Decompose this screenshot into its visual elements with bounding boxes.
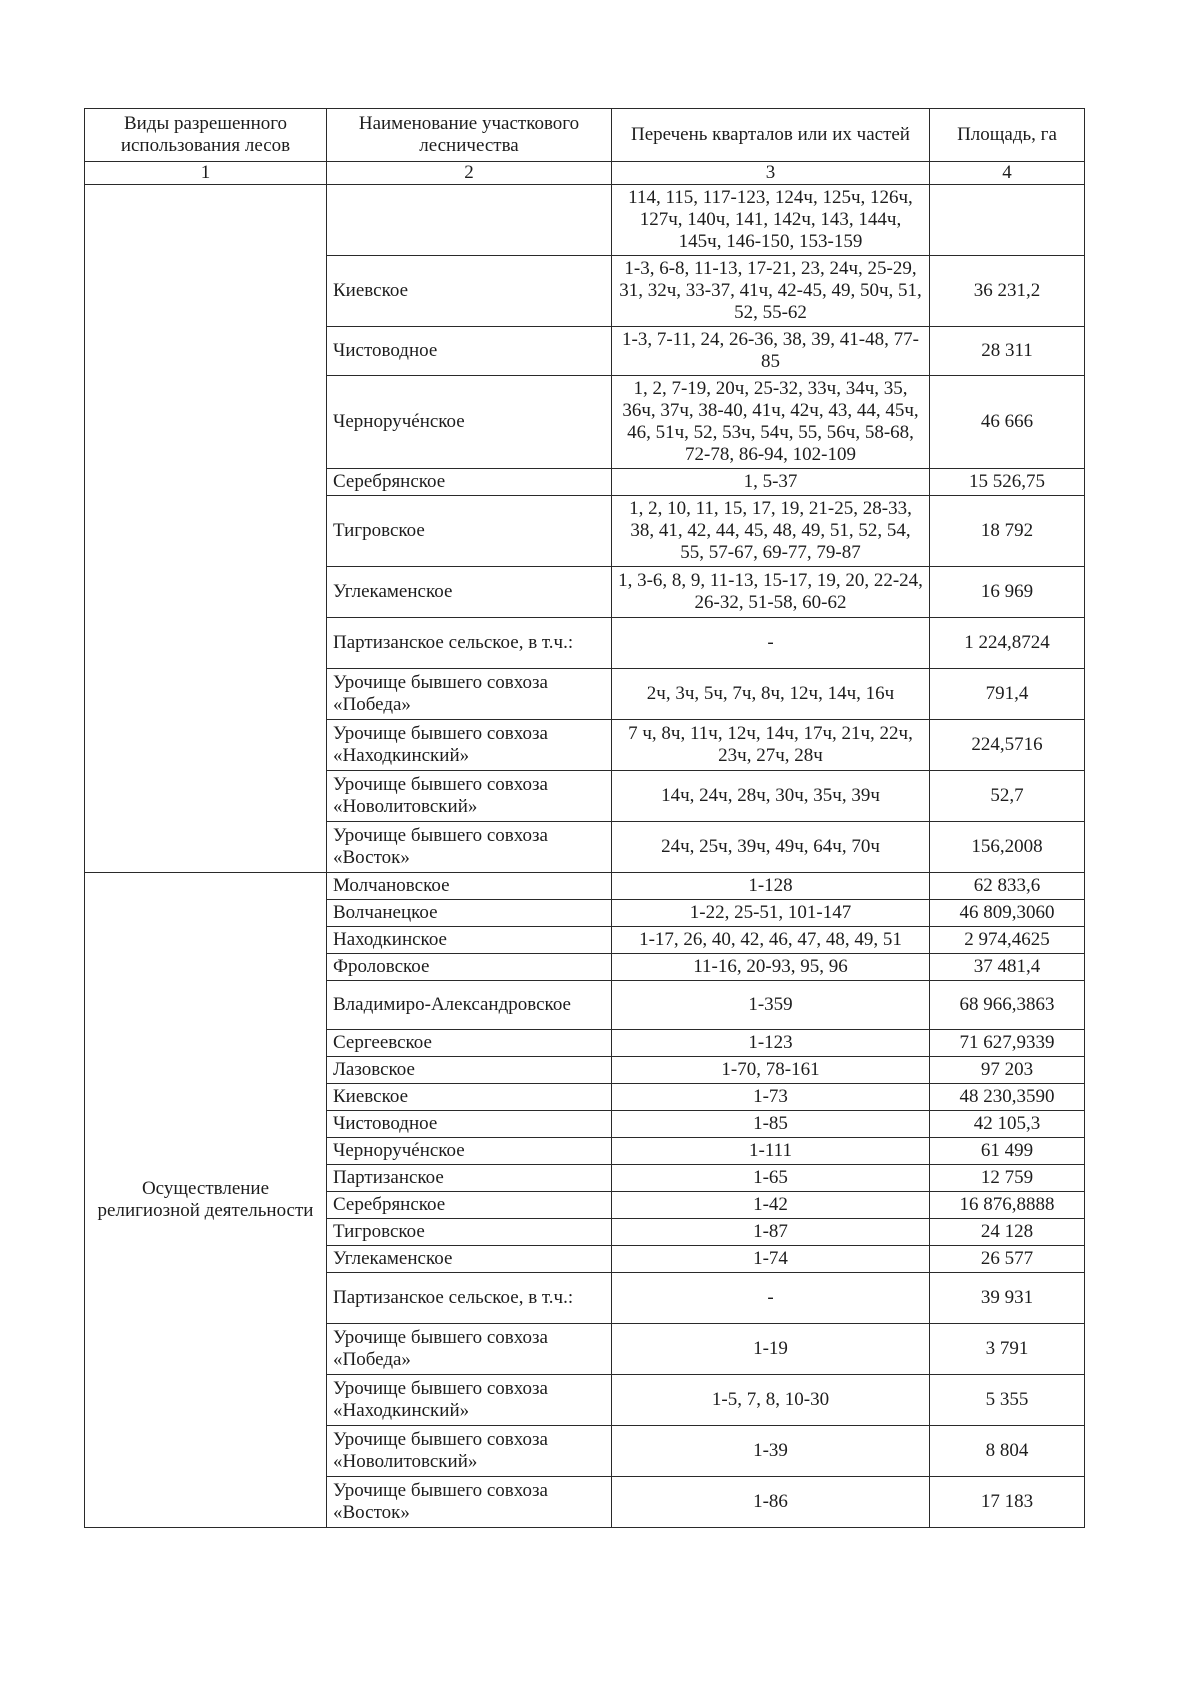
header-cell-forestry: Наименование участкового лесничества <box>327 109 612 162</box>
area-cell: 16 876,8888 <box>930 1192 1085 1219</box>
area-cell: 791,4 <box>930 669 1085 720</box>
forest-use-table <box>84 108 1085 1528</box>
quarters-cell: 1-87 <box>612 1219 930 1246</box>
area-cell: 24 128 <box>930 1219 1085 1246</box>
forestry-name-cell: Партизанское сельское, в т.ч.: <box>327 1273 612 1324</box>
forestry-name-cell <box>327 185 612 256</box>
area-cell: 39 931 <box>930 1273 1085 1324</box>
quarters-cell: 1-22, 25-51, 101-147 <box>612 900 930 927</box>
forestry-name-cell: Черноручéнское <box>327 376 612 469</box>
area-cell: 37 481,4 <box>930 954 1085 981</box>
area-cell: 8 804 <box>930 1426 1085 1477</box>
area-cell: 52,7 <box>930 771 1085 822</box>
area-cell: 18 792 <box>930 496 1085 567</box>
forestry-name-cell: Урочище бывшего совхоза «Победа» <box>327 1324 612 1375</box>
area-cell: 97 203 <box>930 1057 1085 1084</box>
area-cell: 62 833,6 <box>930 873 1085 900</box>
quarters-cell: 1-17, 26, 40, 42, 46, 47, 48, 49, 51 <box>612 927 930 954</box>
forestry-name-cell: Партизанское <box>327 1165 612 1192</box>
area-cell: 26 577 <box>930 1246 1085 1273</box>
forestry-name-cell: Урочище бывшего совхоза «Восток» <box>327 1477 612 1528</box>
area-cell: 15 526,75 <box>930 469 1085 496</box>
quarters-cell: 11-16, 20-93, 95, 96 <box>612 954 930 981</box>
forestry-name-cell: Серебрянское <box>327 469 612 496</box>
quarters-cell: 114, 115, 117-123, 124ч, 125ч, 126ч, 127ч, 140ч, 141, 142ч, 143, 144ч, 145ч, 146-150, 153-159 <box>612 185 930 256</box>
quarters-cell: 1-73 <box>612 1084 930 1111</box>
forestry-name-cell: Лазовское <box>327 1057 612 1084</box>
forestry-name-cell: Киевское <box>327 1084 612 1111</box>
quarters-cell: 1-39 <box>612 1426 930 1477</box>
forestry-name-cell: Урочище бывшего совхоза «Новолитовский» <box>327 771 612 822</box>
quarters-cell: 1-3, 6-8, 11-13, 17-21, 23, 24ч, 25-29, 31, 32ч, 33-37, 41ч, 42-45, 49, 50ч, 51, 52, 55-62 <box>612 256 930 327</box>
area-cell: 42 105,3 <box>930 1111 1085 1138</box>
area-cell: 3 791 <box>930 1324 1085 1375</box>
quarters-cell: 1, 5-37 <box>612 469 930 496</box>
quarters-cell: - <box>612 1273 930 1324</box>
quarters-cell: 1-65 <box>612 1165 930 1192</box>
area-cell: 2 974,4625 <box>930 927 1085 954</box>
use-kind-cell <box>85 185 327 873</box>
quarters-cell: 1-128 <box>612 873 930 900</box>
forestry-name-cell: Волчанецкое <box>327 900 612 927</box>
column-number: 4 <box>930 162 1085 185</box>
forestry-name-cell: Молчановское <box>327 873 612 900</box>
quarters-cell: 1-111 <box>612 1138 930 1165</box>
area-cell: 46 666 <box>930 376 1085 469</box>
quarters-cell: 1-74 <box>612 1246 930 1273</box>
area-cell: 36 231,2 <box>930 256 1085 327</box>
column-number-row <box>85 162 1085 185</box>
table-row <box>85 185 1085 256</box>
area-cell <box>930 185 1085 256</box>
area-cell: 61 499 <box>930 1138 1085 1165</box>
quarters-cell: 1, 2, 7-19, 20ч, 25-32, 33ч, 34ч, 35, 36ч, 37ч, 38-40, 41ч, 42ч, 43, 44, 45ч, 46, 51ч, 52, 53ч, 54ч, 55, 56ч, 58-68, 72-78, 86-94, 102-109 <box>612 376 930 469</box>
area-cell: 224,5716 <box>930 720 1085 771</box>
area-cell: 71 627,9339 <box>930 1030 1085 1057</box>
quarters-cell: 1-85 <box>612 1111 930 1138</box>
quarters-cell: 1, 3-6, 8, 9, 11-13, 15-17, 19, 20, 22-24, 26-32, 51-58, 60-62 <box>612 567 930 618</box>
quarters-cell: 1-70, 78-161 <box>612 1057 930 1084</box>
column-number: 1 <box>85 162 327 185</box>
forestry-name-cell: Находкинское <box>327 927 612 954</box>
quarters-cell: 7 ч, 8ч, 11ч, 12ч, 14ч, 17ч, 21ч, 22ч, 23ч, 27ч, 28ч <box>612 720 930 771</box>
forestry-name-cell: Урочище бывшего совхоза «Находкинский» <box>327 1375 612 1426</box>
quarters-cell: 1-123 <box>612 1030 930 1057</box>
quarters-cell: 1-359 <box>612 981 930 1030</box>
area-cell: 68 966,3863 <box>930 981 1085 1030</box>
area-cell: 156,2008 <box>930 822 1085 873</box>
forestry-name-cell: Владимиро-Александровское <box>327 981 612 1030</box>
forestry-name-cell: Сергеевское <box>327 1030 612 1057</box>
area-cell: 12 759 <box>930 1165 1085 1192</box>
table-row <box>85 873 1085 900</box>
header-row <box>85 109 1085 162</box>
forestry-name-cell: Чистоводное <box>327 1111 612 1138</box>
area-cell: 1 224,8724 <box>930 618 1085 669</box>
area-cell: 48 230,3590 <box>930 1084 1085 1111</box>
quarters-cell: - <box>612 618 930 669</box>
forestry-name-cell: Урочище бывшего совхоза «Находкинский» <box>327 720 612 771</box>
quarters-cell: 1, 2, 10, 11, 15, 17, 19, 21-25, 28-33, 38, 41, 42, 44, 45, 48, 49, 51, 52, 54, 55, 57-67, 69-77, 79-87 <box>612 496 930 567</box>
quarters-cell: 1-3, 7-11, 24, 26-36, 38, 39, 41-48, 77-85 <box>612 327 930 376</box>
area-cell: 17 183 <box>930 1477 1085 1528</box>
forestry-name-cell: Урочище бывшего совхоза «Победа» <box>327 669 612 720</box>
header-cell-kind: Виды разрешенного использования лесов <box>85 109 327 162</box>
column-number: 3 <box>612 162 930 185</box>
use-kind-cell: Осуществление религиозной деятельности <box>85 873 327 1528</box>
forestry-name-cell: Черноручéнское <box>327 1138 612 1165</box>
forestry-name-cell: Тигровское <box>327 496 612 567</box>
area-cell: 28 311 <box>930 327 1085 376</box>
forestry-name-cell: Урочище бывшего совхоза «Новолитовский» <box>327 1426 612 1477</box>
column-number: 2 <box>327 162 612 185</box>
quarters-cell: 24ч, 25ч, 39ч, 49ч, 64ч, 70ч <box>612 822 930 873</box>
forestry-name-cell: Углекаменское <box>327 1246 612 1273</box>
quarters-cell: 1-86 <box>612 1477 930 1528</box>
quarters-cell: 14ч, 24ч, 28ч, 30ч, 35ч, 39ч <box>612 771 930 822</box>
forestry-name-cell: Партизанское сельское, в т.ч.: <box>327 618 612 669</box>
quarters-cell: 2ч, 3ч, 5ч, 7ч, 8ч, 12ч, 14ч, 16ч <box>612 669 930 720</box>
forestry-name-cell: Киевское <box>327 256 612 327</box>
quarters-cell: 1-5, 7, 8, 10-30 <box>612 1375 930 1426</box>
area-cell: 16 969 <box>930 567 1085 618</box>
quarters-cell: 1-19 <box>612 1324 930 1375</box>
forestry-name-cell: Тигровское <box>327 1219 612 1246</box>
header-cell-area: Площадь, га <box>930 109 1085 162</box>
area-cell: 5 355 <box>930 1375 1085 1426</box>
forestry-name-cell: Фроловское <box>327 954 612 981</box>
forestry-name-cell: Углекаменское <box>327 567 612 618</box>
area-cell: 46 809,3060 <box>930 900 1085 927</box>
header-cell-quarters: Перечень кварталов или их частей <box>612 109 930 162</box>
quarters-cell: 1-42 <box>612 1192 930 1219</box>
forestry-name-cell: Серебрянское <box>327 1192 612 1219</box>
forestry-name-cell: Чистоводное <box>327 327 612 376</box>
forestry-name-cell: Урочище бывшего совхоза «Восток» <box>327 822 612 873</box>
